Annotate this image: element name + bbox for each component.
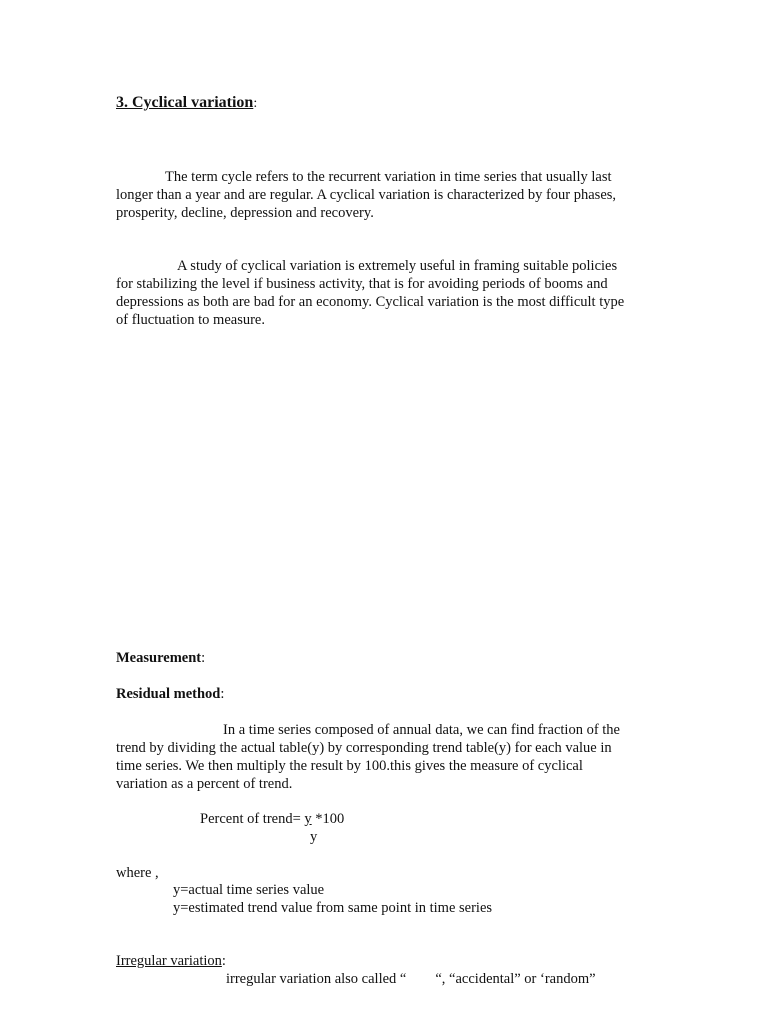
paragraph-line: trend by dividing the actual table(y) by corresponding trend table(y) for each value in (116, 740, 612, 756)
measurement-heading (116, 649, 205, 667)
formula-multiplier: *100 (311, 811, 345, 827)
paragraph-line: prosperity, decline, depression and recovery. (116, 205, 374, 221)
section-heading-text: 3. Cyclical variation (116, 94, 254, 111)
formula-numerator: y (304, 811, 312, 827)
paragraph-line: time series. We then multiply the result by 100.this gives the measure of cyclical (116, 758, 583, 774)
formula-denominator: y (310, 829, 318, 845)
section-heading-colon: : (253, 96, 258, 111)
paragraph-cycle-definition (116, 168, 616, 222)
paragraph-cycle-usefulness (116, 257, 624, 329)
definition-actual-value: y=actual time series value (173, 882, 325, 898)
residual-method-heading (116, 685, 224, 703)
paragraph-line: of fluctuation to measure. (116, 312, 265, 328)
irregular-variation-colon: : (221, 953, 226, 969)
where-label: where , (116, 865, 159, 881)
irregular-variation-title: Irregular variation (116, 953, 222, 969)
irregular-variation-heading (116, 952, 226, 970)
measurement-colon: : (201, 650, 206, 666)
irregular-variation-line: irregular variation also called “ “, “accidental” or ‘random” (226, 971, 596, 987)
definition-trend-value: y=estimated trend value from same point in time series (173, 900, 493, 916)
section-heading (116, 94, 257, 113)
paragraph-line: The term cycle refers to the recurrent variation in time series that usually last (165, 169, 612, 185)
paragraph-line: variation as a percent of trend. (116, 776, 293, 792)
formula-line (200, 810, 344, 828)
paragraph-line: In a time series composed of annual data, we can find fraction of the (223, 722, 620, 738)
paragraph-line: A study of cyclical variation is extremely useful in framing suitable policies (177, 258, 618, 274)
residual-method-title: Residual method (116, 686, 221, 702)
residual-method-colon: : (220, 686, 225, 702)
paragraph-line: depressions as both are bad for an economy. Cyclical variation is the most difficult type (116, 294, 625, 310)
paragraph-line: longer than a year and are regular. A cyclical variation is characterized by four phases, (116, 187, 617, 203)
measurement-title: Measurement (116, 650, 202, 666)
paragraph-line: for stabilizing the level if business activity, that is for avoiding periods of booms and (116, 276, 608, 292)
paragraph-residual-method (116, 721, 620, 793)
formula-prefix: Percent of trend= (200, 811, 305, 827)
